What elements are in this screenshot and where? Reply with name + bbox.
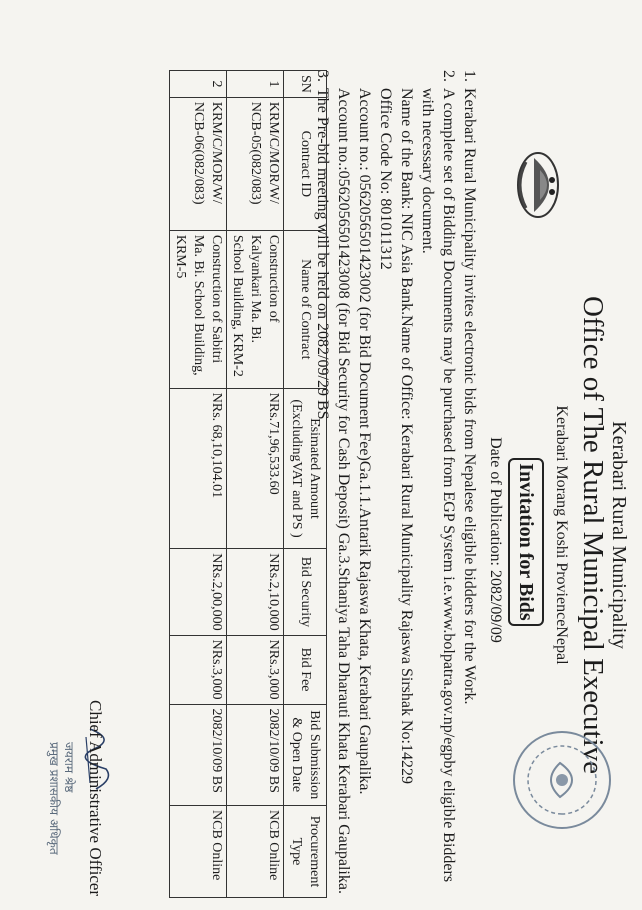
cell-procurement-type: NCB Online — [227, 806, 284, 898]
table-header-row — [284, 71, 327, 898]
bank-details: Name of the Bank: NIC Asia Bank.Name of Office: Kerabari Rural Municipality Rajaswa Sirshak No:14229 — [398, 88, 415, 784]
table-row — [170, 71, 227, 898]
cell-contract-id: KRM/C/MOR/W/ NCB-05(082/083) — [227, 97, 284, 230]
officer-stamp — [46, 742, 76, 855]
stamp-name: जयराम श्रेष्ठ — [62, 742, 76, 793]
clause-number: 3. — [314, 70, 331, 82]
cell-bid-fee: NRs.3,000 — [170, 635, 227, 704]
clause-1 — [459, 70, 480, 910]
col-contract-name: Name of Contract — [284, 230, 327, 388]
clause-text: A complete set of Bidding Documents may be purchased from EGP System i.e.www.bolpatra.gov.np/egpby eligible Bidders with necessary document. — [419, 88, 457, 883]
cell-bid-security: NRs.2,00,000 — [170, 549, 227, 635]
notice-body — [312, 70, 480, 910]
cell-contract-name: Construction of Kalyankari Ma. Bi. School Building, KRM-2 — [227, 230, 284, 388]
officer-designation: Chief Administrative Officer — [86, 700, 105, 897]
office-title: Office of The Rural Municipal Executive — [577, 295, 609, 775]
cell-estimated-amount: NRs.71,96,533.60 — [227, 388, 284, 548]
clause-2 — [417, 70, 459, 910]
clause-text: The Pre-bid meeting will be held on 2082/09/29 BS . — [314, 88, 331, 428]
col-bid-security: Bid Security — [284, 549, 327, 635]
publication-date: Date of Publication: 2082/09/09 — [487, 437, 504, 643]
col-bid-fee: Bid Fee — [284, 635, 327, 704]
clause-text: Kerabari Rural Municipality invites electronic bids from Nepalese eligible bidders for the Work. — [461, 88, 478, 705]
cell-submission-date: 2082/10/09 BS — [170, 704, 227, 805]
bids-table — [169, 70, 327, 898]
clause-number: 2. — [440, 70, 457, 82]
cell-procurement-type: NCB Online — [170, 806, 227, 898]
clause-number: 1. — [461, 70, 478, 82]
table-row — [227, 71, 284, 898]
cell-contract-name: Construction of Sabitri Ma. Bi. School Building, KRM-5 — [170, 230, 227, 388]
account-fee: Account no.: 05620565014230​02 (for Bid Document Fee)Ga.1.1.Antarik Rajaswa Khata, Kerabari Gaupalika. — [356, 88, 373, 795]
col-sn: SN — [284, 71, 327, 98]
account-security: Account no.:0562056501423008 (for Bid Security for Cash Deposit) Ga.3.Sthaniya Taha Dharauti Khata Kerabari Gaupalika. — [335, 88, 352, 894]
col-contract-id: Contract ID — [284, 97, 327, 230]
stamp-title: प्रमुख प्रशासकीय अधिकृत — [47, 742, 61, 855]
col-submission-date: Bid Submission & Open Date — [284, 704, 327, 805]
cell-contract-id: KRM/C/MOR/W/ NCB-06(082/083) — [170, 97, 227, 230]
office-code: Office Code No: 801011312 — [377, 88, 394, 270]
col-procurement-type: Procurement Type — [284, 806, 327, 898]
municipality-name: Kerabari Rural Municipality — [608, 421, 630, 649]
cell-bid-fee: NRs.3,000 — [227, 635, 284, 704]
nepal-emblem-logo — [512, 150, 572, 220]
notice-title-box: Invitation for Bids — [508, 458, 544, 626]
cell-estimated-amount: NRs. 68,10,104.01 — [170, 388, 227, 548]
col-estimated-amount: Esimated Amount (ExcludingVAT and PS ) — [284, 388, 327, 548]
office-address: Kerabari Morang Koshi ProvienceNepal — [553, 405, 570, 665]
cell-sn: 1 — [227, 71, 284, 98]
cell-sn: 2 — [170, 71, 227, 98]
cell-submission-date: 2082/10/09 BS — [227, 704, 284, 805]
office-seal-stamp — [502, 725, 622, 835]
cell-bid-security: NRs.2,10,000 — [227, 549, 284, 635]
